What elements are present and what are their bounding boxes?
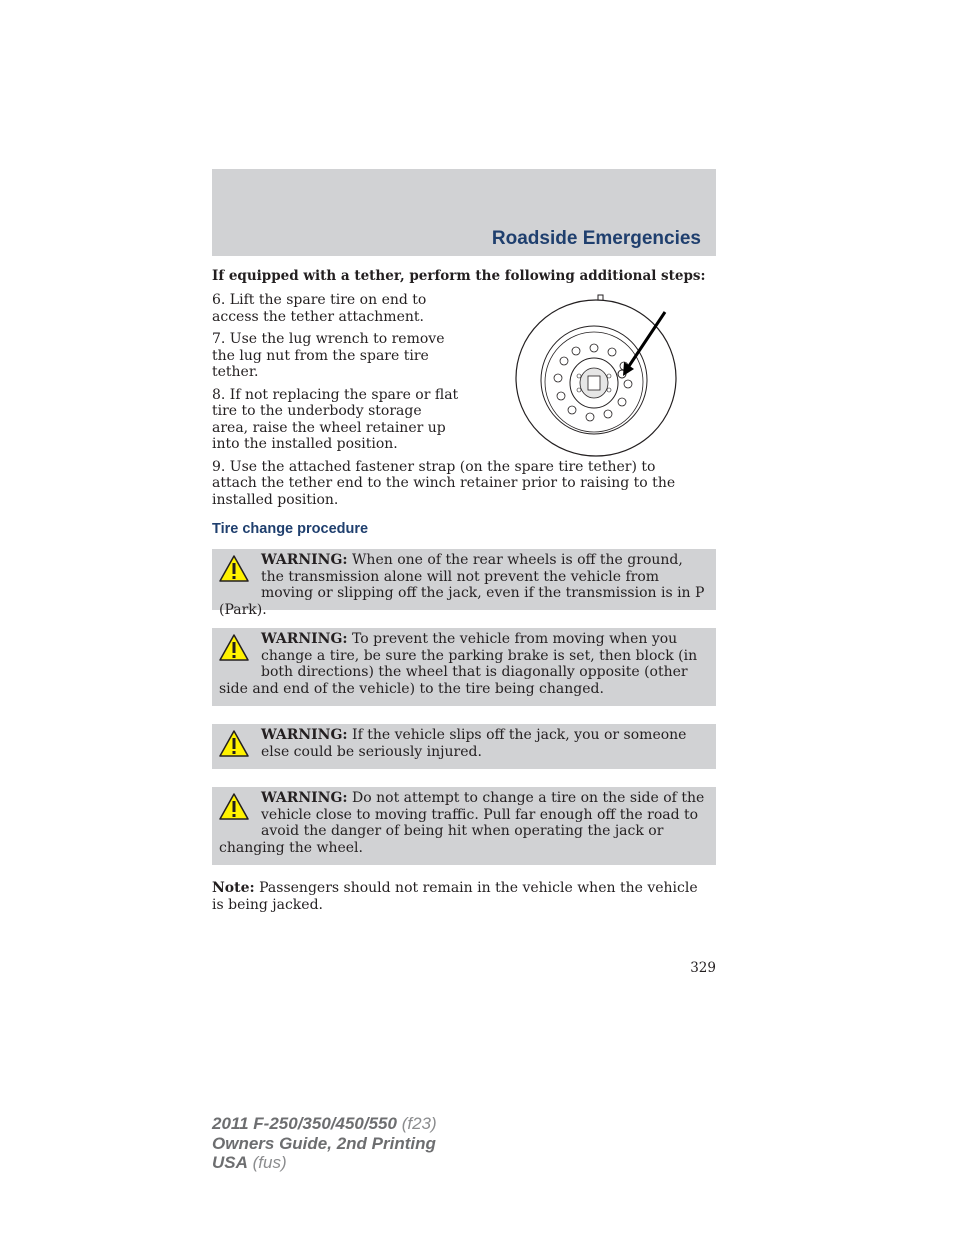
warning-triangle-icon [219,633,249,663]
step-9: 9. Use the attached fastener strap (on the spare tire tether) to attach the tether end to the winch retainer prior to raising to the installed position. [212,458,676,508]
note-label: Note: [212,880,255,896]
footer [212,1114,437,1173]
intro-text: If equipped with a tether, perform the following additional steps: [212,268,706,284]
warning-box-1 [212,549,716,618]
warning-text: If the vehicle slips off the jack, you or someone else could be seriously injured. [261,727,687,760]
note-text: Passengers should not remain in the vehicle when the vehicle is being jacked. [212,880,698,913]
warning-label: WARNING: [261,727,348,743]
step-8: 8. If not replacing the spare or flat tire to the underbody storage area, raise the wheel retainer up into the installed position. [212,386,459,452]
section-heading: Tire change procedure [212,521,369,537]
warning-text: To prevent the vehicle from moving when you change a tire, be sure the parking brake is set, then block (in both directions) the wheel that is diagonally opposite (other side and end of the vehicle) to the tire being changed. [219,631,698,697]
warning-box-2 [212,628,716,706]
warning-triangle-icon [219,729,249,759]
warning-text: When one of the rear wheels is off the ground, the transmission alone will not prevent the vehicle from moving or slipping off the jack, even if the transmission is in P (Park). [219,552,705,618]
step-7: 7. Use the lug wrench to remove the lug nut from the spare tire tether. [212,331,445,380]
warning-label: WARNING: [261,552,348,568]
footer-guide-line: Owners Guide, 2nd Printing [212,1133,436,1153]
warning-triangle-icon [219,554,249,584]
warning-text: Do not attempt to change a tire on the side of the vehicle close to moving traffic. Pull far enough off the road to avoid the danger of being hit when operating the jack or changing the wheel. [219,790,705,856]
warning-triangle-icon [219,792,249,822]
page-number: 329 [690,960,716,976]
spare-tire-tether-illustration [508,290,688,460]
warning-label: WARNING: [261,631,348,647]
note-paragraph [212,880,712,913]
warning-box-3 [212,724,716,769]
footer-region-line: USA (fus) [212,1153,287,1172]
footer-model-line: 2011 F-250/350/450/550 (f23) [212,1114,437,1133]
warning-box-4 [212,787,716,865]
warning-label: WARNING: [261,790,348,806]
header-band [212,169,716,256]
step-6: 6. Lift the spare tire on end to access the tether attachment. [212,292,427,325]
page-title: Roadside Emergencies [491,228,701,249]
